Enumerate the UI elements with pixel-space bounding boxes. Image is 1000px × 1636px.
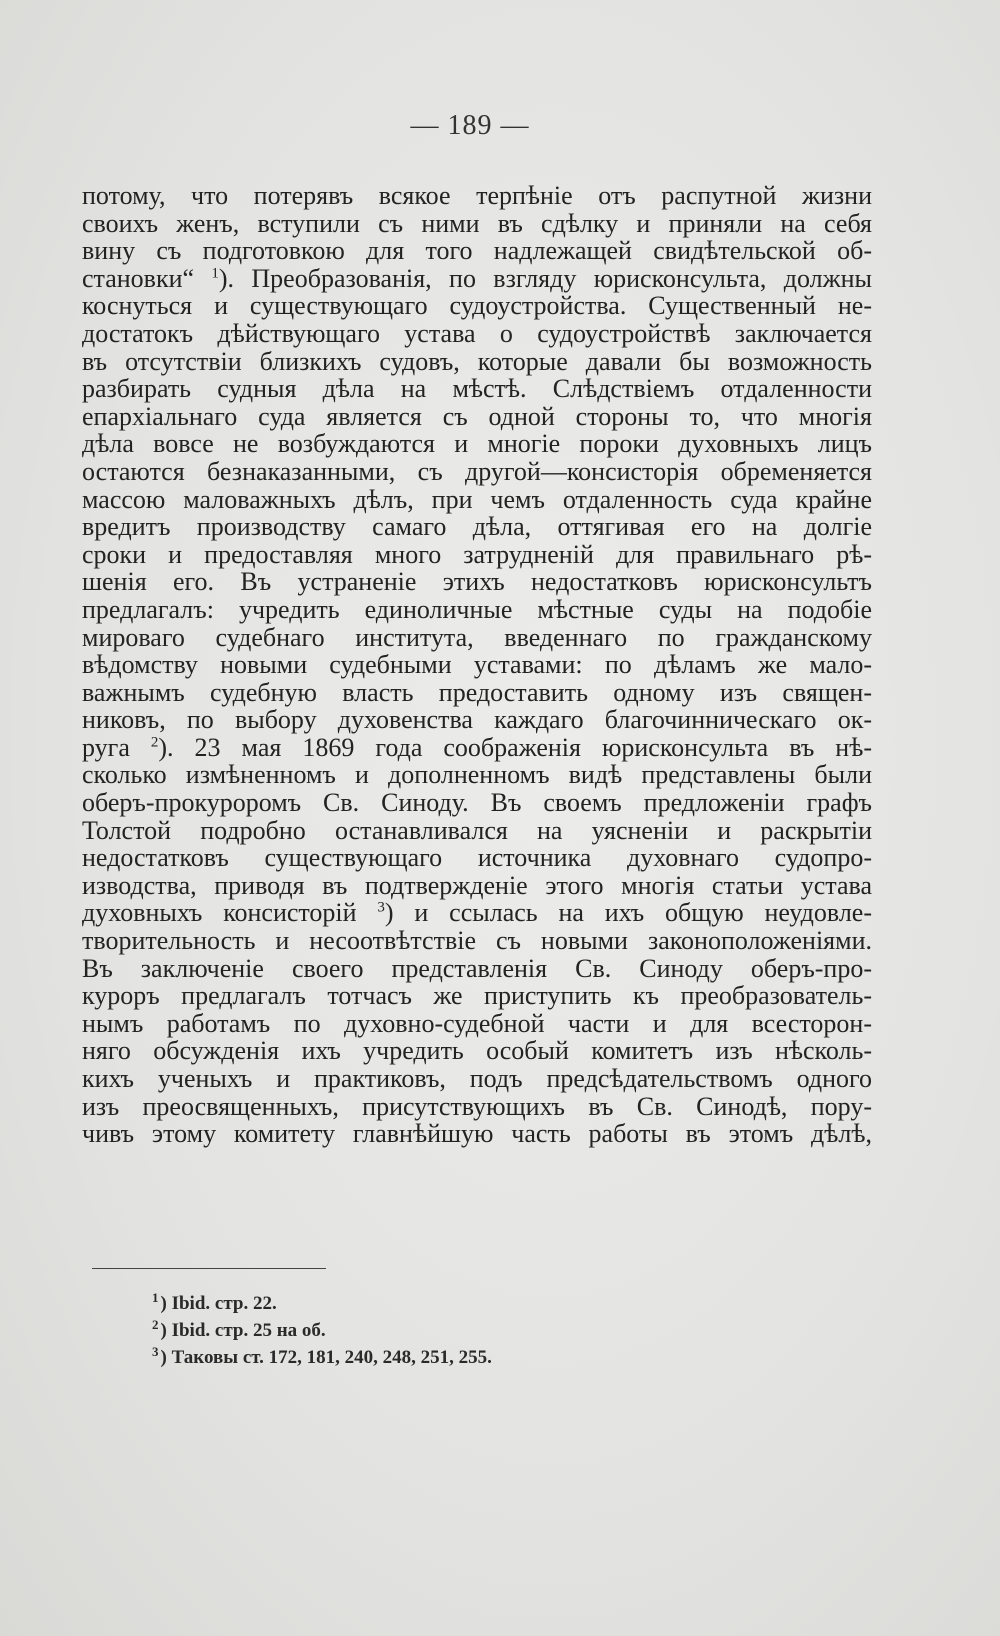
footnote-number: 1 — [152, 1289, 159, 1305]
footnote-divider — [92, 1268, 326, 1269]
line-text: духовныхъ консисторій — [82, 898, 378, 928]
line-text: массою маловажныхъ дѣлъ, при чемъ отдаленность суда крайне — [82, 484, 872, 514]
text-line — [82, 1010, 872, 1038]
line-text: дѣла вовсе не возбуждаются и многіе пороки духовныхъ лицъ — [82, 429, 872, 459]
footnote-text: ) Ibid. стр. 25 на об. — [160, 1320, 326, 1341]
line-text: вредитъ производству самаго дѣла, оттягивая его на долгіе — [82, 512, 872, 542]
footnote-reference: 2 — [150, 734, 159, 751]
line-text: вѣдомству новыми судебными уставами: по дѣламъ же мало- — [82, 650, 872, 680]
text-line — [82, 844, 872, 872]
text-line — [82, 927, 872, 955]
line-text: своихъ женъ, вступили съ ними въ сдѣлку и приняли на себя — [82, 208, 872, 238]
line-text: важнымъ судебную власть предоставить одному изъ священ- — [82, 677, 872, 707]
text-line — [82, 1093, 872, 1121]
line-text: мироваго судебнаго института, введеннаго по гражданскому — [82, 622, 872, 652]
text-line — [82, 430, 872, 458]
text-line — [82, 679, 872, 707]
text-line — [82, 651, 872, 679]
line-text: чивъ этому комитету главнѣйшую часть работы въ этомъ дѣлѣ, — [82, 1119, 872, 1149]
line-text: кихъ ученыхъ и практиковъ, подъ предсѣдательствомъ одного — [82, 1064, 872, 1093]
text-line — [82, 513, 872, 541]
footnote-reference: 3 — [377, 899, 385, 916]
footnote — [152, 1290, 652, 1317]
line-text: недостатковъ существующаго источника духовнаго судопро- — [82, 843, 872, 873]
text-line — [82, 624, 872, 652]
footnote-reference: 1 — [211, 265, 219, 282]
text-line — [82, 872, 872, 900]
text-line — [82, 568, 872, 596]
text-line — [82, 265, 872, 293]
text-line — [82, 375, 872, 403]
line-text: достатокъ дѣйствующаго устава о судоустройствѣ заключается — [82, 318, 872, 348]
footnote — [152, 1317, 652, 1344]
text-line — [82, 348, 872, 376]
text-line — [82, 982, 872, 1010]
text-line — [82, 734, 872, 762]
line-text-continued: ). Преобразованія, по взгляду юрисконсульта, должны — [218, 263, 872, 293]
footnote-text: ) Таковы ст. 172, 181, 240, 248, 251, 255. — [160, 1347, 492, 1368]
text-line — [82, 1120, 872, 1148]
line-text: шенія его. Въ устраненіе этихъ недостатковъ юрисконсультъ — [82, 567, 872, 597]
line-text: изъ преосвященныхъ, присутствующихъ въ Св. Синодѣ, пору- — [82, 1091, 872, 1121]
line-text: сроки и предоставляя много затрудненій для правильнаго рѣ- — [82, 539, 872, 569]
text-line — [82, 210, 872, 238]
text-line — [82, 458, 872, 486]
text-line — [82, 1065, 872, 1093]
footnote-number: 3 — [152, 1343, 159, 1359]
footnotes — [152, 1290, 652, 1371]
line-text: няго обсужденія ихъ учредить особый комитетъ изъ нѣсколь- — [82, 1036, 872, 1066]
line-text-continued: ). 23 мая 1869 года соображенія юрисконсульта въ нѣ- — [158, 732, 872, 762]
footnote — [152, 1344, 652, 1371]
text-line — [82, 761, 872, 789]
line-text: Толстой подробно останавливался на уясненіи и раскрытіи — [82, 815, 872, 845]
line-text: оберъ-прокуроромъ Св. Синоду. Въ своемъ предложеніи графъ — [82, 788, 872, 818]
text-line — [82, 1037, 872, 1065]
text-line — [82, 292, 872, 320]
line-text: творительность и несоотвѣтствіе съ новыми законоположеніями. — [82, 926, 872, 956]
footnote-number: 2 — [152, 1316, 159, 1332]
text-line — [82, 596, 872, 624]
text-line — [82, 237, 872, 265]
line-text: вину съ подготовкою для того надлежащей свидѣтельской об- — [82, 236, 872, 266]
line-text: разбирать судныя дѣла на мѣстѣ. Слѣдствіемъ отдаленности — [82, 374, 872, 404]
text-line — [82, 182, 872, 210]
line-text: становки“ — [82, 263, 212, 293]
footnote-text: ) Ibid. стр. 22. — [160, 1293, 277, 1314]
line-text: сколько измѣненномъ и дополненномъ видѣ представлены были — [82, 760, 872, 790]
line-text: коснуться и существующаго судоустройства. Существенный не- — [82, 291, 872, 321]
line-text: никовъ, по выбору духовенства каждаго благочинническаго ок- — [82, 705, 872, 735]
text-line — [82, 320, 872, 348]
text-line — [82, 899, 872, 927]
line-text-continued: ) и ссылась на ихъ общую неудовле- — [384, 898, 872, 928]
text-line — [82, 817, 872, 845]
line-text: нымъ работамъ по духовно-судебной части и для всесторон- — [82, 1008, 872, 1038]
text-line — [82, 486, 872, 514]
text-line — [82, 955, 872, 983]
line-text: предлагалъ: учредить единоличные мѣстные суды на подобіе — [82, 594, 872, 624]
line-text: Въ заключеніе своего представленія Св. Синоду оберъ-про- — [82, 953, 872, 983]
line-text: въ отсутствіи близкихъ судовъ, которые давали бы возможность — [82, 346, 872, 376]
text-line — [82, 403, 872, 431]
line-text: куроръ предлагалъ тотчасъ же приступить къ преобразователь- — [82, 981, 872, 1011]
text-line — [82, 541, 872, 569]
line-text: руга — [82, 732, 151, 762]
line-text: епархіальнаго суда является съ одной стороны то, что многія — [82, 401, 872, 431]
page-number: — 189 — — [410, 110, 530, 141]
line-text: потому, что потерявъ всякое терпѣніе отъ распутной жизни — [82, 181, 872, 210]
line-text: остаются безнаказанными, съ другой—консисторія обременяется — [82, 456, 872, 486]
line-text: изводства, приводя въ подтвержденіе этого многія статьи устава — [82, 870, 872, 900]
text-line — [82, 706, 872, 734]
main-text — [82, 182, 872, 1148]
text-line — [82, 789, 872, 817]
